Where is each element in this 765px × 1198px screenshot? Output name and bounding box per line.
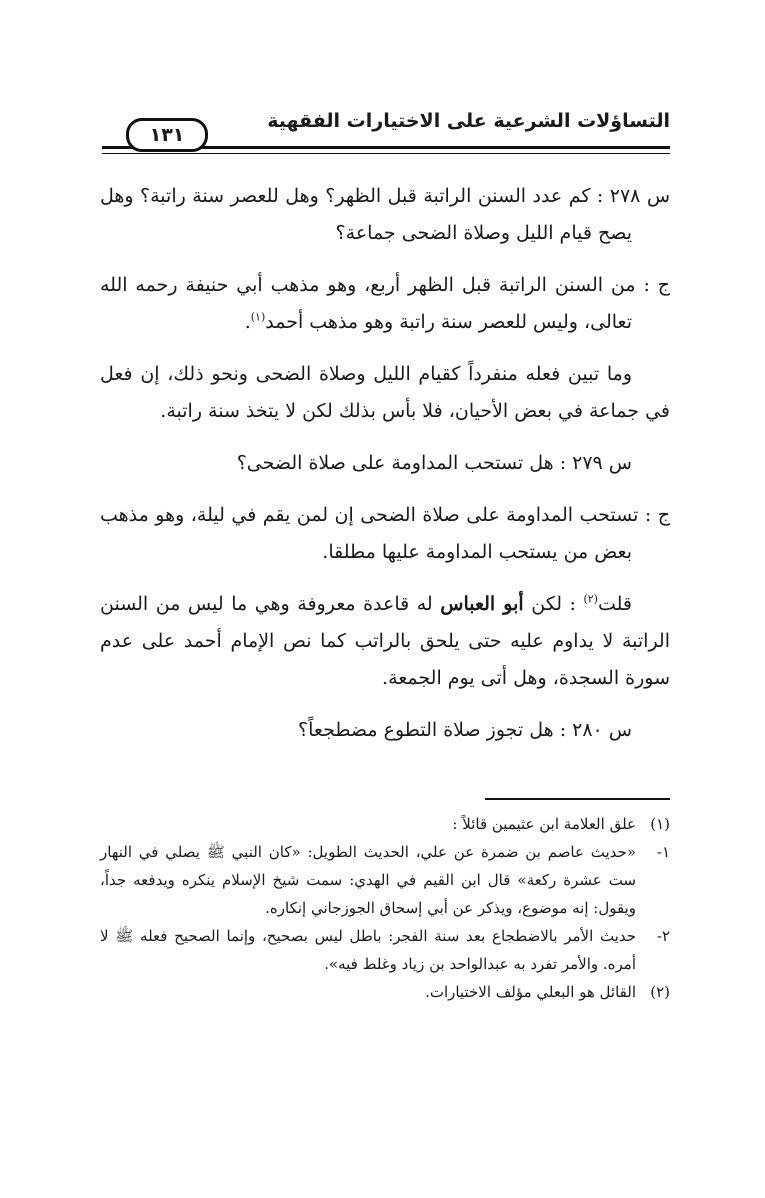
paragraph-278-continued: وما تبين فعله منفرداً كقيام الليل وصلاة الضحى ونحو ذلك، إن فعل في جماعة في بعض الأحيان، فلا بأس بذلك لكن لا يتخذ سنة راتبة. bbox=[100, 363, 670, 422]
qult-paragraph bbox=[100, 586, 670, 697]
footnotes bbox=[100, 810, 670, 1006]
page-header bbox=[102, 108, 670, 158]
running-title: التساؤلات الشرعية على الاختيارات الفقهية bbox=[267, 110, 670, 132]
footnote-1-item-2-text: حديث الأمر بالاضطجاع بعد سنة الفجر: باطل ليس بصحيح، وإنما الصحيح فعله ﷺ لا أمره. والأمر تفرد به عبدالواحد بن زياد وغلط فيه». bbox=[100, 927, 636, 973]
footnote-1-number: (١) bbox=[650, 815, 670, 833]
footnote-ref-1[interactable]: (١) bbox=[250, 310, 266, 324]
qult-colon: : لكن bbox=[523, 593, 584, 615]
footnote-1-item-2-number: ٢- bbox=[656, 927, 670, 945]
footnote-1-item-1-number: ١- bbox=[656, 843, 670, 861]
main-text bbox=[100, 178, 670, 764]
qult-rest: له قاعدة معروفة وهي ما ليس من السنن الراتبة لا يداوم عليه حتى يلحق بالراتب كما نص الإمام أحمد على عدم سورة السجدة، وهل أتى يوم الجمعة. bbox=[100, 593, 670, 689]
footnote-1-item-1-text: «حديث عاصم بن ضمرة عن علي، الحديث الطويل: «كان النبي ﷺ يصلي في النهار ست عشرة ركعة» قال ابن القيم في الهدي: سمت شيخ الإسلام ينكره ويدفعه جداً، ويقول: إنه موضوع، ويذكر عن أبي إسحاق الجوزجاني إنكاره. bbox=[100, 843, 636, 917]
footnote-2-number: (٢) bbox=[650, 983, 670, 1001]
footnote-2-text: القائل هو البعلي مؤلف الاختيارات. bbox=[425, 983, 636, 1001]
footnote-1-item-2 bbox=[100, 922, 670, 978]
footnote-1-text: علق العلامة ابن عثيمين قائلاً : bbox=[452, 815, 636, 833]
qult-label: قلت bbox=[597, 593, 632, 615]
footnote-1 bbox=[100, 810, 670, 838]
footnote-1-item-1 bbox=[100, 838, 670, 922]
answer-279: ج : تستحب المداومة على صلاة الضحى إن لمن يقم في ليلة، وهو مذهب بعض من يستحب المداومة عليها مطلقا. bbox=[100, 504, 670, 563]
answer-278-end: . bbox=[244, 311, 251, 333]
answer-278-text: ج : من السنن الراتبة قبل الظهر أربع، وهو مذهب أبي حنيفة رحمه الله تعالى، وليس للعصر سنة راتبة وهو مذهب أحمد bbox=[100, 274, 670, 333]
footnote-ref-2[interactable]: (٢) bbox=[583, 592, 598, 606]
header-rule-thin bbox=[102, 153, 670, 154]
page-number-badge: ١٣١ bbox=[126, 118, 208, 152]
footnote-2 bbox=[100, 978, 670, 1006]
question-280: س ٢٨٠ : هل تجوز صلاة التطوع مضطجعاً؟ bbox=[298, 719, 632, 741]
question-278: س ٢٧٨ : كم عدد السنن الراتبة قبل الظهر؟ وهل للعصر سنة راتبة؟ وهل يصح قيام الليل وصلاة الضحى جماعة؟ bbox=[100, 185, 671, 244]
question-279: س ٢٧٩ : هل تستحب المداومة على صلاة الضحى؟ bbox=[236, 452, 632, 474]
answer-278 bbox=[100, 267, 670, 341]
footnote-separator bbox=[485, 798, 670, 800]
abu-al-abbas-name: أبو العباس bbox=[440, 593, 524, 615]
